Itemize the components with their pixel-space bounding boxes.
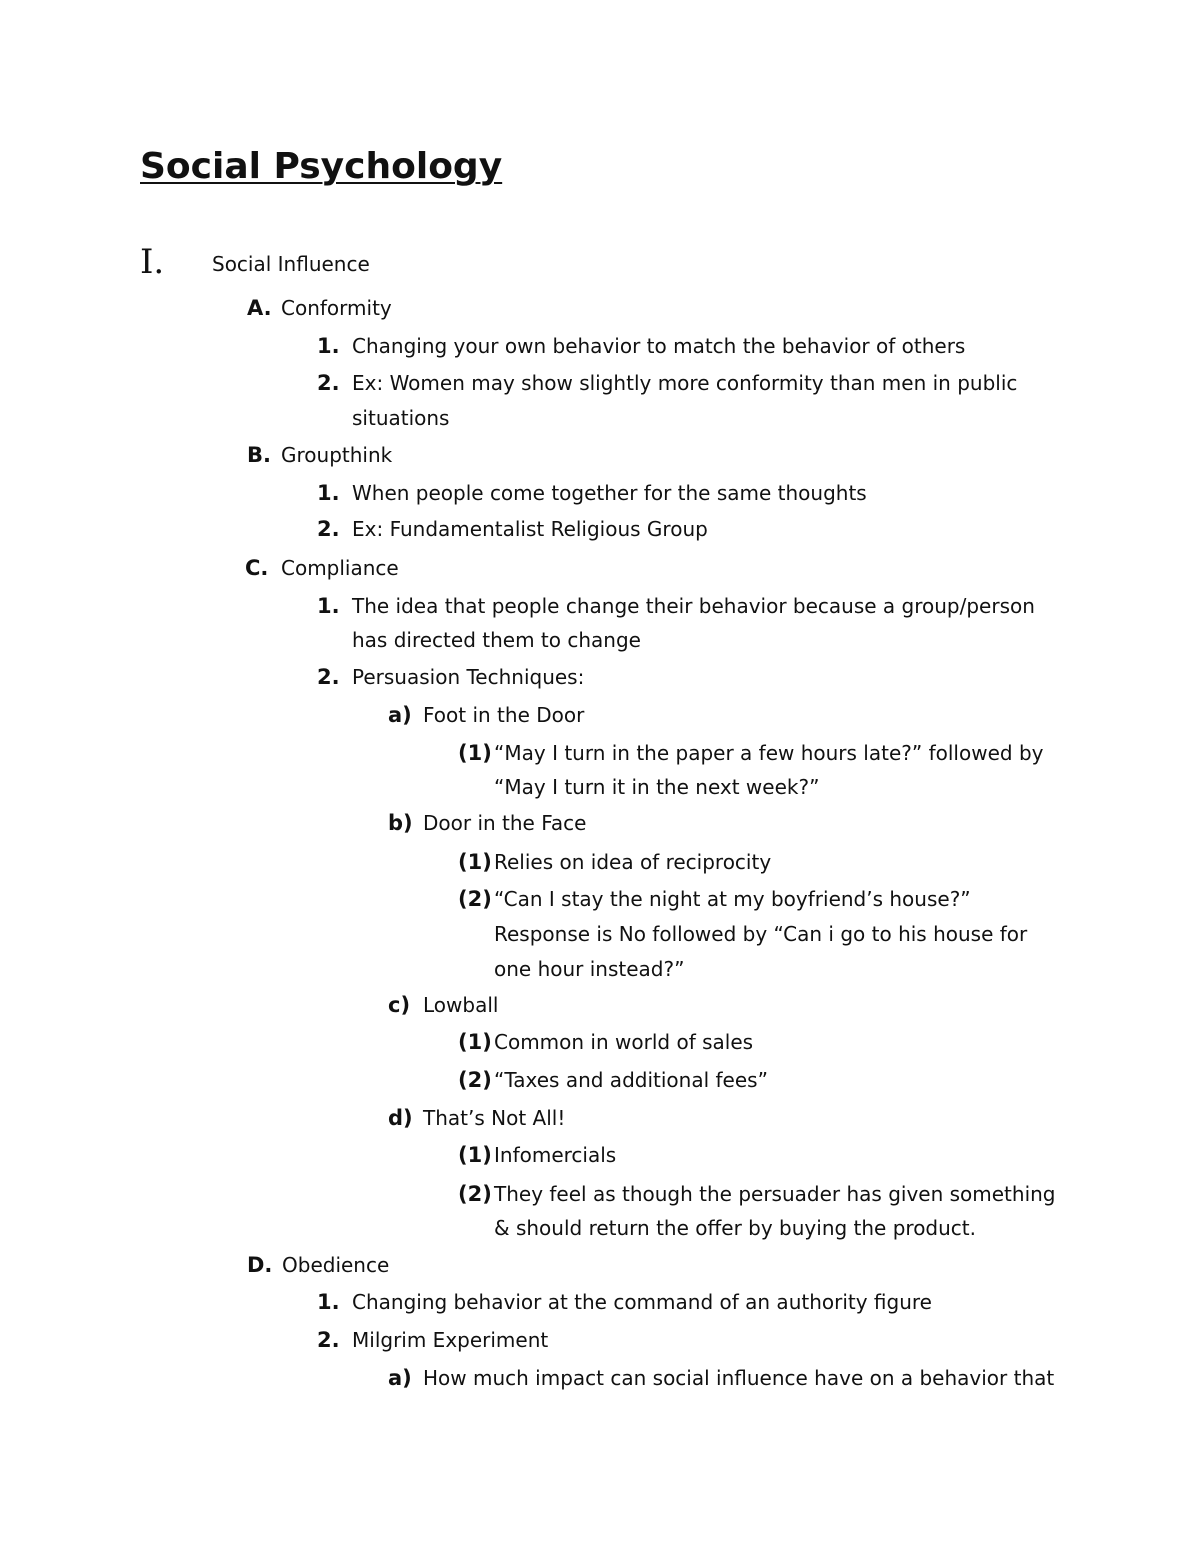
outline-marker: C. (245, 556, 269, 580)
outline-marker: 2. (317, 1328, 340, 1352)
outline-text: situations (352, 406, 450, 430)
outline-text: “Taxes and additional fees” (494, 1068, 768, 1092)
subsection-heading: Groupthink (281, 443, 393, 467)
outline-marker: (1) (458, 1143, 492, 1167)
outline-marker: 1. (317, 481, 340, 505)
technique-heading: Door in the Face (423, 811, 587, 835)
outline-marker: 1. (317, 594, 340, 618)
outline-text: They feel as though the persuader has given something (494, 1182, 1056, 1206)
outline-text: Ex: Women may show slightly more conformity than men in public (352, 371, 1018, 395)
section-marker: I. (140, 242, 165, 282)
outline-marker: a) (388, 703, 412, 727)
technique-heading: Foot in the Door (423, 703, 585, 727)
outline-marker: b) (388, 811, 413, 835)
outline-text: & should return the offer by buying the product. (494, 1216, 977, 1240)
outline-marker: 1. (317, 334, 340, 358)
technique-heading: That’s Not All! (423, 1106, 566, 1130)
outline-marker: c) (388, 993, 411, 1017)
outline-text: “May I turn it in the next week?” (494, 775, 820, 799)
outline-marker: (2) (458, 1068, 492, 1092)
outline-text: Ex: Fundamentalist Religious Group (352, 517, 708, 541)
outline-text: “May I turn in the paper a few hours late?” followed by (494, 741, 1044, 765)
outline-marker: D. (247, 1253, 273, 1277)
outline-text: Milgrim Experiment (352, 1328, 549, 1352)
outline-marker: (2) (458, 887, 492, 911)
outline-text: When people come together for the same thoughts (352, 481, 867, 505)
outline-text: Common in world of sales (494, 1030, 754, 1054)
outline-marker: B. (247, 443, 271, 467)
subsection-heading: Obedience (282, 1253, 390, 1277)
outline-text: Persuasion Techniques: (352, 665, 585, 689)
outline-text: one hour instead?” (494, 957, 685, 981)
outline-text: The idea that people change their behavior because a group/person (352, 594, 1035, 618)
outline-marker: (1) (458, 1030, 492, 1054)
outline-marker: (1) (458, 850, 492, 874)
outline-text: Relies on idea of reciprocity (494, 850, 772, 874)
outline-text: Changing your own behavior to match the behavior of others (352, 334, 966, 358)
outline-marker: d) (388, 1106, 413, 1130)
technique-heading: Lowball (423, 993, 499, 1017)
outline-marker: a) (388, 1366, 412, 1390)
outline-text: “Can I stay the night at my boyfriend’s house?” (494, 887, 971, 911)
subsection-heading: Conformity (281, 296, 392, 320)
outline-marker: 2. (317, 371, 340, 395)
outline-text: has directed them to change (352, 628, 641, 652)
outline-marker: (1) (458, 741, 492, 765)
outline-marker: 1. (317, 1290, 340, 1314)
document-title: Social Psychology (140, 146, 503, 187)
subsection-heading: Compliance (281, 556, 399, 580)
outline-text: Changing behavior at the command of an authority figure (352, 1290, 932, 1314)
outline-marker: A. (247, 296, 272, 320)
outline-marker: (2) (458, 1182, 492, 1206)
outline-text: How much impact can social influence have on a behavior that (423, 1366, 1055, 1390)
section-heading: Social Influence (212, 252, 370, 276)
outline-marker: 2. (317, 517, 340, 541)
outline-text: Infomercials (494, 1143, 617, 1167)
outline-text: Response is No followed by “Can i go to his house for (494, 922, 1028, 946)
outline-marker: 2. (317, 665, 340, 689)
